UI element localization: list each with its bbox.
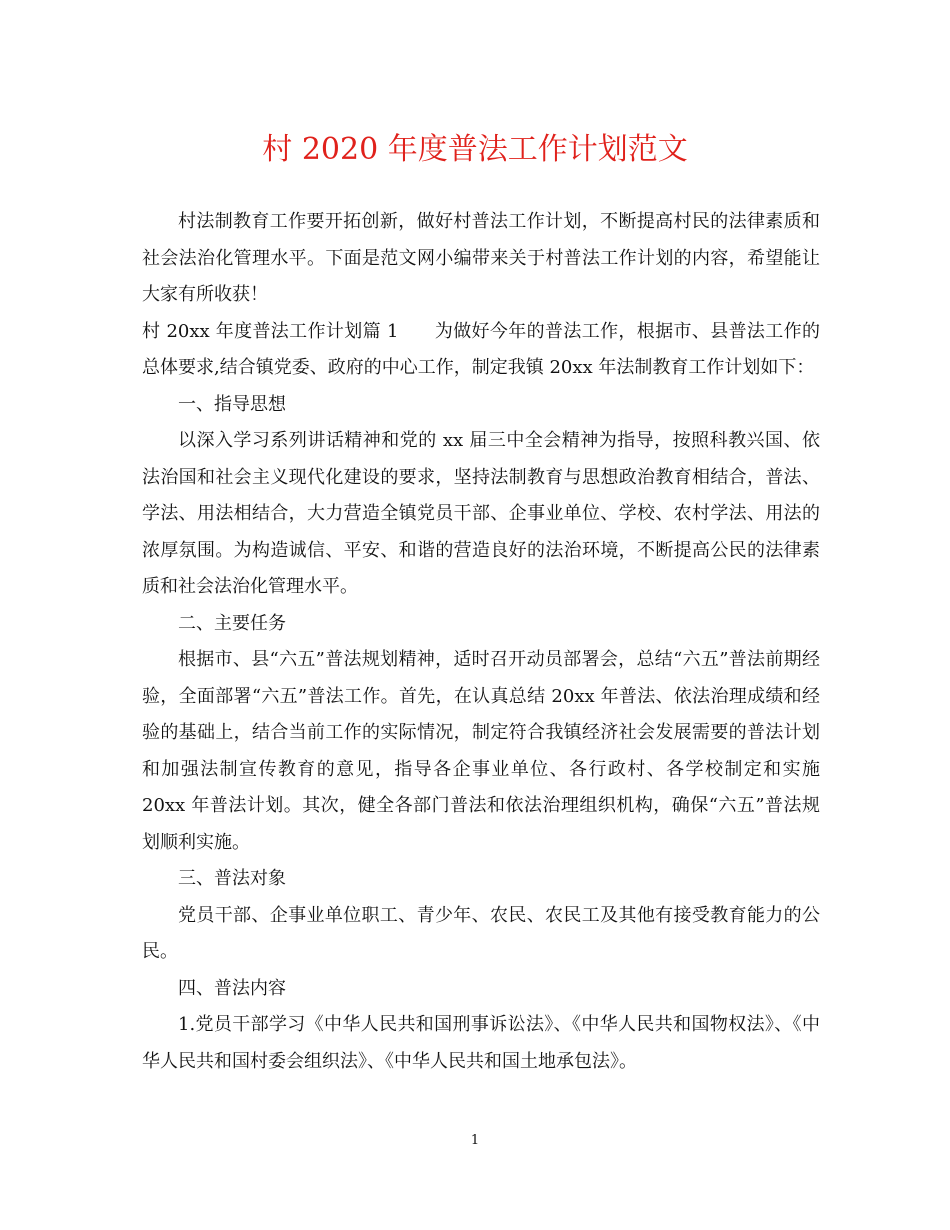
section-body-targets: 党员干部、企事业单位职工、青少年、农民、农民工及其他有接受教育能力的公民。 <box>142 904 820 962</box>
section-heading-targets: 三、普法对象 <box>178 868 286 889</box>
part-intro: 为做好今年的普法工作，根据市、县普法工作的总体要求,结合镇党委、政府的中心工作，制定我镇 20xx 年法制教育工作计划如下： <box>142 320 821 378</box>
part-heading: 村 20xx 年度普法工作计划篇 1 <box>142 320 399 342</box>
intro-paragraph: 村法制教育工作要开拓创新，做好村普法工作计划，不断提高村民的法律素质和社会法治化管理水平。下面是范文网小编带来关于村普法工作计划的内容，希望能让大家有所收获！ <box>142 211 820 305</box>
section-body-main-tasks: 根据市、县“六五”普法规划精神，适时召开动员部署会，总结“六五”普法前期经验，全面部署“六五”普法工作。首先，在认真总结 20xx 年普法、依法治理成绩和经验的基础上，结合当前工作的实际情况，制定符合我镇经济社会发展需要的普法计划和加强法制宣传教育的意见，指导各企事业单位、各行政村、各学校制定和实施 20xx 年普法计划。其次，健全各部门普法和依法治理组织机构，确保“六五”普法规划顺利实施。 <box>142 649 820 853</box>
section-heading-content: 四、普法内容 <box>178 977 286 999</box>
document-title: 村 2020 年度普法工作计划范文 <box>262 132 688 167</box>
section-heading-main-tasks: 二、主要任务 <box>178 612 286 634</box>
section-heading-guiding-thought: 一、指导思想 <box>178 393 286 415</box>
page-number: 1 <box>470 1133 480 1148</box>
section-item-cadre-study: 1.党员干部学习《中华人民共和国刑事诉讼法》、《中华人民共和国物权法》、《中华人民共和国村委会组织法》、《中华人民共和国土地承包法》。 <box>142 1014 820 1072</box>
document-body <box>142 204 820 1080</box>
part-paragraph <box>142 314 820 387</box>
section-body-guiding-thought: 以深入学习系列讲话精神和党的 xx 届三中全会精神为指导，按照科教兴国、依法治国和社会主义现代化建设的要求，坚持法制教育与思想政治教育相结合，普法、学法、用法相结合，大力营造全镇党员干部、企事业单位、学校、农村学法、用法的浓厚氛围。为构造诚信、平安、和谐的营造良好的法治环境，不断提高公民的法律素质和社会法治化管理水平。 <box>142 430 820 597</box>
